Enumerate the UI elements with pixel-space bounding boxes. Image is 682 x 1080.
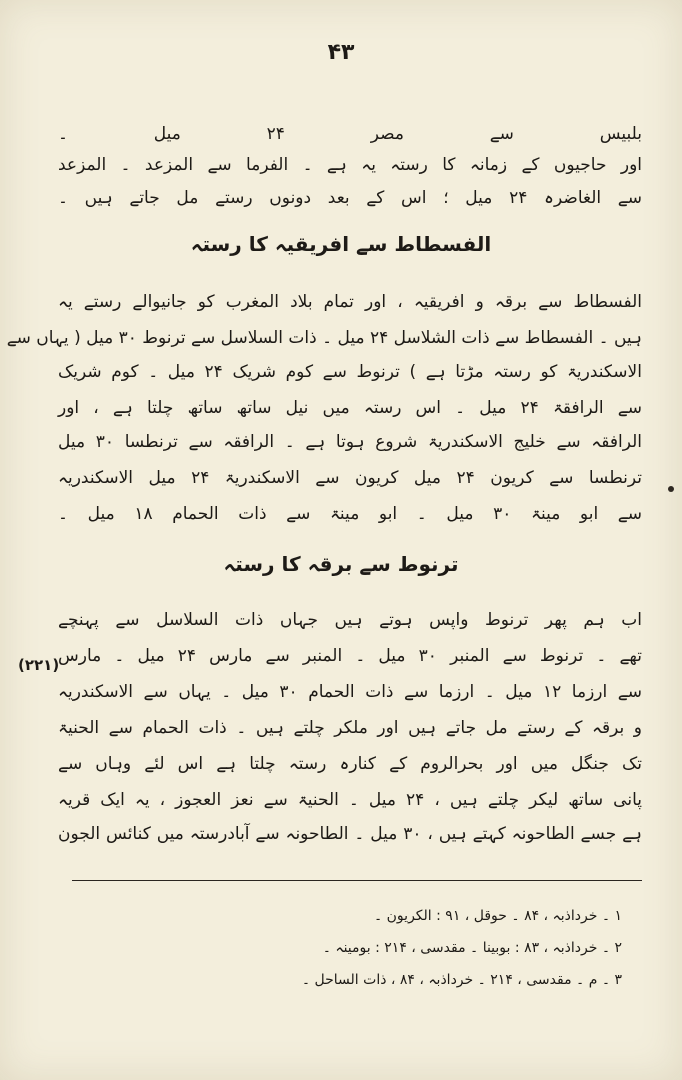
text-line: الفسطاط سے برقہ و افریقیہ ، اور تمام بلاد المغرب کو جانیوالے رستے یہ [58,292,642,312]
text-line: الرافقہ سے خلیج الاسکندریۃ شروع ہوتا ہے ۔ الرافقہ سے ترنطسا ۳۰ میل [58,432,642,452]
text-line: الاسکندریۃ کو رستہ مڑتا ہے ) ترنوط سے کوم شریک ۲۴ میل ۔ کوم شریک [58,362,642,382]
section-heading: ترنوط سے برقہ کا رستہ [223,552,459,576]
text-line: سے الغاضرہ ۲۴ میل ؛ اس کے بعد دونوں رستے مل جاتے ہیں ۔ [58,188,642,208]
text-line: تک جنگل میں اور بحرالروم کے کنارہ رستہ چلتا ہے اس لئے وہاں سے [58,754,642,774]
text-line: و برقہ کے رستے مل جاتے ہیں اور ملکر چلتے ہیں ۔ ذات الحمام سے الحنیۃ [58,718,642,738]
text-line: تھے ۔ ترنوط سے المنبر ۳۰ میل ۔ المنبر سے مارس ۲۴ میل ۔ مارس [58,646,643,666]
text-line: اب ہم پھر ترنوط واپس ہوتے ہیں جہاں ذات السلاسل سے پہنچے [58,610,642,630]
margin-note: (۲۲۱) [18,656,60,674]
footnote: ۲ ۔ خرداذبہ ، ۸۳ : بوبینا ۔ مقدسی ، ۲۱۴ : بومینہ ۔ [322,940,622,956]
page-number: ۴۳ [327,40,355,65]
text-line: ہیں ۔ الفسطاط سے ذات الشلاسل ۲۴ میل ۔ ذات السلاسل سے ترنوط ۳۰ میل ( یہاں سے [6,328,642,348]
text-line: بلبیس سے مصر ۲۴ میل ۔ [58,124,643,144]
text-line: پانی ساتھ لیکر چلتے ہیں ، ۲۴ میل ۔ الحنیۃ سے نعز العجوز ، یہ ایک قریہ [58,790,642,810]
text-line: اور حاجیوں کے زمانہ کا رستہ یہ ہے ۔ الفرما سے المزعد ۔ المزعد [58,155,642,175]
text-line: سے ارزما ۱۲ میل ۔ ارزما سے ذات الحمام ۳۰ میل ۔ یہاں سے الاسکندریہ [58,682,642,702]
text-line: ہے جسے الطاحونہ کہتے ہیں ، ۳۰ میل ۔ الطاحونہ سے آبادرستہ میں کنائس الجون [58,824,642,844]
footnote: ۳ ۔ م ۔ مقدسی ، ۲۱۴ ۔ خرداذبہ ، ۸۴ ، ذات الساحل ۔ [301,972,622,988]
footnote-divider [72,880,642,881]
text-line: سے الرافقۃ ۲۴ میل ۔ اس رستہ میں نیل ساتھ ساتھ چلتا ہے ، اور [58,398,643,418]
margin-dot [668,486,674,492]
text-line: سے ابو مینۃ ۳۰ میل ۔ ابو مینۃ سے ذات الحمام ۱۸ میل ۔ [58,504,642,524]
text-line: ترنطسا سے کریون ۲۴ میل کریون سے الاسکندریۃ ۲۴ میل الاسکندریہ [58,468,642,488]
section-heading: الفسطاط سے افریقیہ کا رستہ [190,232,492,256]
footnote: ۱ ۔ خرداذبہ ، ۸۴ ۔ حوقل ، ۹۱ : الکریون ۔ [374,908,622,924]
